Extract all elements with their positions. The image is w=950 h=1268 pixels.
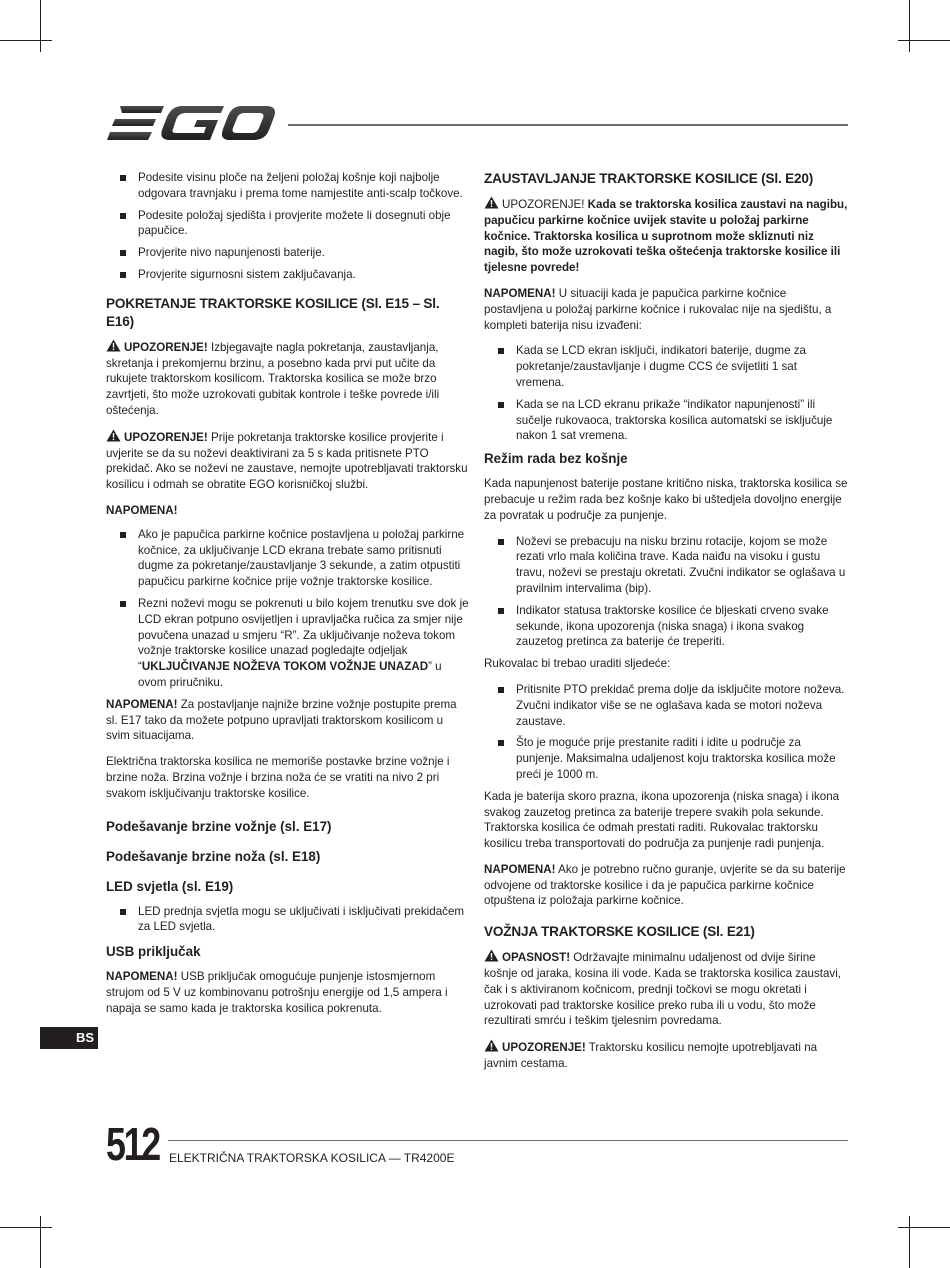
warning-paragraph (484, 1039, 848, 1072)
subheading-drive-speed: Podešavanje brzine vožnje (sl. E17) (106, 818, 332, 834)
note-paragraph (106, 697, 470, 744)
subheading-led: LED svjetla (sl. E19) (106, 878, 234, 894)
crop-mark (40, 1216, 41, 1268)
danger-text: Održavajte minimalnu udaljenost od dvije širine košnje od jaraka, kosina ili vode. Kada se traktorska kosilica zaustavi, čak i s aktiviranom kočnicom, prednji točkovi se mogu okretati i uzrokovati pad traktorske kosilice preko ruba ili u vodu, što može rezultirati smrću i teškim tjelesnim povredama. (484, 951, 842, 1028)
warning-triangle-icon (484, 949, 499, 962)
crop-mark (0, 40, 52, 41)
subheading-no-mow-mode: Režim rada bez košnje (484, 451, 628, 467)
operator-bullet-list (484, 682, 848, 783)
header-rule (288, 124, 848, 126)
warning-triangle-icon (106, 339, 121, 352)
crop-mark (0, 1227, 52, 1228)
note-text: U situaciji kada je papučica parkirne kočnice postavljena u položaj parkirne kočnice i rukovalac nije na sjedištu, a kompleti baterija nisu izvađeni: (484, 286, 832, 332)
list-item: Podesite položaj sjedišta i provjerite možete li dosegnuti obje papučice. (106, 208, 470, 240)
note-text: Ako je potrebno ručno guranje, uvjerite se da su baterije odvojene od traktorske kosilice i da je papučica parkirne kočnice otpuštena iz položaja parkirne kočnice. (484, 862, 846, 908)
warning-triangle-icon (484, 196, 499, 209)
crop-mark (898, 40, 950, 41)
warning-label: UPOZORENJE! (502, 198, 585, 211)
warning-label: UPOZORENJE! (502, 1041, 586, 1055)
note-paragraph (484, 286, 848, 333)
danger-paragraph (484, 949, 848, 1029)
warning-text: Kada se traktorska kosilica zaustavi na nagibu, papučicu parkirne kočnice uvijek stavite u položaj parkirne kočnice. Traktorska kosilica u suprotnom može skliznuti niz nagib, što može uzrokovati teška oštećenja traktorske kosilice ili tjelesne povrede! (484, 198, 848, 275)
list-item: Ako je papučica parkirne kočnice postavljena u položaj parkirne kočnice, za uključivanje LCD ekrana trebate samo pritisnuti dugme za pokretanje/zaustavljanje 3 sekunde, a zatim otpustiti papučicu parkirne kočnice prije vožnje traktorske kosilice. (106, 527, 470, 590)
page-number: 512 (106, 1118, 159, 1170)
warning-text: Traktorsku kosilicu nemojte upotrebljavati na javnim cestama. (484, 1041, 818, 1071)
list-item: Kada se LCD ekran isključi, indikatori baterije, dugme za pokretanje/zaustavljanje i dugme CCS će svijetliti 1 sat vremena. (484, 343, 848, 390)
crop-mark (909, 0, 910, 52)
warning-text: Prije pokretanja traktorske kosilice provjerite i uvjerite se da su noževi deaktivirani za 5 s kada pritisnete PTO prekidač. Ako se noževi ne zaustave, nemojte upotrebljavati traktorsku kosilicu i odmah se obratite EGO korisničkoj službi. (106, 430, 468, 492)
danger-label: OPASNOST! (502, 951, 571, 965)
note-bullet-list (484, 343, 848, 444)
usb-paragraph (106, 969, 470, 1016)
note-label: NAPOMENA! (484, 862, 556, 876)
list-item: Noževi se prebacuju na nisku brzinu rotacije, kojom se može rezati vrlo mala količina trave. Kada naiđu na visoku i gustu travu, noževi se prestaju okretati. Zvučni indikator se oglašava u pravilnim intervalima (bip). (484, 534, 848, 597)
no-mow-paragraph: Kada napunjenost baterije postane kritično niska, traktorska kosilica se prebacuje u režim rada bez košnje kako bi uštedjela dovoljno energije za povratak u područje za punjenje. (484, 477, 848, 522)
no-mow-bullet-list (484, 534, 848, 651)
right-column (484, 170, 848, 1082)
warning-paragraph (106, 429, 470, 493)
list-item-text: ” u ovom priručniku. (138, 660, 442, 689)
warning-triangle-icon (484, 1039, 499, 1052)
note-text: USB priključak omogućuje punjenje istosmjernom strujom od 5 V uz kombinovanu potrošnju energije od 1,5 ampera i napaja se samo kada je traktorska kosilica pokrenuta. (106, 970, 448, 1015)
list-item: Podesite visinu ploče na željeni položaj košnje koji najbolje odgovara travnjaku i prema tome namjestite anti-scalp točkove. (106, 170, 470, 202)
list-item (106, 596, 470, 691)
footer-doc-title: ELEKTRIČNA TRAKTORSKA KOSILICA — TR4200E (169, 1151, 455, 1165)
note-label: NAPOMENA! (106, 697, 178, 711)
footer-rule (168, 1140, 848, 1141)
empty-battery-paragraph: Kada je baterija skoro prazna, ikona upozorenja (niska snaga) i ikona svakog zauzetog pretinca za baterije trepere svakih pola sekunde. Traktorska kosilica će odmah prestati raditi. Rukovalac traktorsku kosilicu treba transportovati do područja za punjenje radi punjenja. (484, 789, 840, 851)
warning-triangle-icon (106, 429, 121, 442)
list-item: LED prednja svjetla mogu se uključivati i isključivati prekidačem za LED svjetla. (106, 904, 470, 936)
operator-paragraph: Rukovalac bi trebao uraditi sljedeće: (484, 657, 671, 671)
cross-reference: UKLJUČIVANJE NOŽEVA TOKOM VOŽNJE UNAZAD (141, 660, 429, 674)
note-label: NAPOMENA! (106, 503, 178, 517)
section-heading-drive: VOŽNJA TRAKTORSKE KOSILICE (Sl. E21) (484, 924, 755, 940)
warning-text: Izbjegavajte nagla pokretanja, zaustavljanja, skretanja i prekomjernu brzinu, a posebno kada prvi put učite da rukujete traktorskom kosilicom. Traktorska kosilica se može brzo zavrtjeti, što može uzrokovati gubitak kontrole i teške povrede i/ili oštećenja. (106, 340, 440, 417)
crop-mark (40, 0, 41, 52)
note-paragraph (484, 862, 848, 909)
list-item: Kada se na LCD ekranu prikaže “indikator napunjenosti” ili sučelje rukovaoca, traktorska kosilica automatski se isključuje nakon 1 sat vremena. (484, 397, 848, 444)
list-item: Provjerite sigurnosni sistem zaključavanja. (106, 267, 470, 283)
crop-mark (898, 1227, 950, 1228)
section-heading-stop: ZAUSTAVLJANJE TRAKTORSKE KOSILICE (Sl. E20) (484, 171, 814, 186)
section-heading-start: POKRETANJE TRAKTORSKE KOSILICE (Sl. E15 – Sl. E16) (106, 295, 440, 329)
note-heading (106, 503, 470, 519)
ego-logo (106, 104, 276, 142)
memory-paragraph: Električna traktorska kosilica ne memoriše postavke brzine vožnje i brzine noža. Brzina vožnje i brzina noža će se vratiti na nivo 2 pri svakom isključivanju traktorske kosilice. (106, 755, 450, 800)
warning-label: UPOZORENJE! (124, 430, 208, 444)
list-item: Provjerite nivo napunjenosti baterije. (106, 245, 470, 261)
subheading-blade-speed: Podešavanje brzine noža (sl. E18) (106, 848, 321, 864)
subheading-usb: USB priključak (106, 944, 201, 960)
language-tab: BS (40, 1027, 98, 1049)
note-label: NAPOMENA! (484, 286, 556, 300)
note-text: Za postavljanje najniže brzine vožnje postupite prema sl. E17 tako da možete potpuno upravljati traktorskom kosilicom u svim situacijama. (106, 697, 457, 743)
list-item: Pritisnite PTO prekidač prema dolje da isključite motore noževa. Zvučni indikator više se ne oglašava kada se motori noževa zaustave. (484, 682, 848, 729)
note-label: NAPOMENA! (106, 970, 178, 984)
list-item-text: Rezni noževi mogu se pokrenuti u bilo kojem trenutku sve dok je LCD ekran potpuno osvijetljen i upravljačka ručica za smjer nije povučena unazad u smjeru “R”. Za uključivanje noževa tokom vožnje traktorske kosilice unazad pogledajte odjeljak “ (138, 596, 469, 674)
led-bullet-list (106, 904, 470, 936)
list-item: Što je moguće prije prestanite raditi i idite u područje za punjenje. Maksimalna udaljenost koju traktorska kosilica može preći je 1000 m. (484, 735, 848, 782)
list-item: Indikator statusa traktorske kosilice će bljeskati crveno svake sekunde, ikona upozorenja (niska snaga) i ikona svakog zauzetog pretinca za baterije će treperiti. (484, 603, 848, 650)
warning-paragraph (484, 196, 848, 276)
intro-bullet-list (106, 170, 470, 283)
warning-label: UPOZORENJE! (124, 340, 208, 354)
note-bullet-list (106, 527, 470, 691)
crop-mark (909, 1216, 910, 1268)
left-column (106, 170, 470, 1026)
warning-paragraph (106, 339, 470, 419)
